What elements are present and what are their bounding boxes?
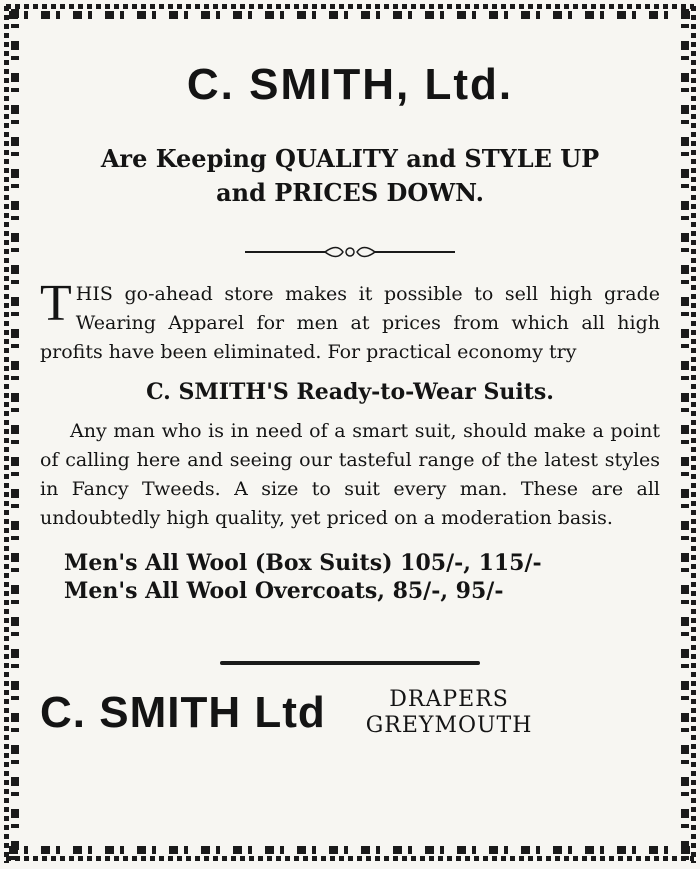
ornament-icon [245, 242, 455, 262]
footer [40, 687, 660, 739]
price-line-overcoats: Men's All Wool Overcoats, 85/-, 95/- [64, 578, 504, 604]
suits-subheading: C. SMITH'S Ready-to-Wear Suits. [146, 379, 554, 405]
tagline-line-2: and PRICES DOWN. [216, 178, 484, 207]
description-paragraph: Any man who is in need of a smart suit, should make a point of calling here and seeing our tasteful range of the latest styles in Fancy Tweeds. A size to suit every man. These are all undoubtedly high quality, yet priced on a moderation basis. [40, 420, 660, 529]
ornamental-divider [40, 242, 660, 262]
decorative-border-left [4, 6, 26, 863]
footer-address [366, 687, 533, 739]
intro-paragraph [40, 275, 660, 367]
advertisement [40, 30, 660, 829]
price-list [40, 549, 660, 605]
footer-trade: DRAPERS [389, 687, 509, 712]
horizontal-rule [220, 661, 480, 665]
firm-name-heading: C. SMITH, Ltd. [186, 60, 514, 109]
intro-text: HIS go-ahead store makes it possible to sell high grade Wearing Apparel for men at prices from which all high profits have been eliminated. For practical economy try [40, 283, 660, 363]
tagline [40, 142, 660, 210]
decorative-border-right [674, 6, 696, 863]
drop-cap: T [40, 275, 72, 332]
decorative-border-top [6, 4, 694, 26]
footer-firm-name: C. SMITH Ltd [40, 688, 326, 737]
price-line-suits: Men's All Wool (Box Suits) 105/-, 115/- [64, 550, 542, 576]
tagline-line-1: Are Keeping QUALITY and STYLE UP [100, 144, 600, 173]
decorative-border-bottom [6, 839, 694, 861]
footer-town: GREYMOUTH [365, 713, 533, 738]
